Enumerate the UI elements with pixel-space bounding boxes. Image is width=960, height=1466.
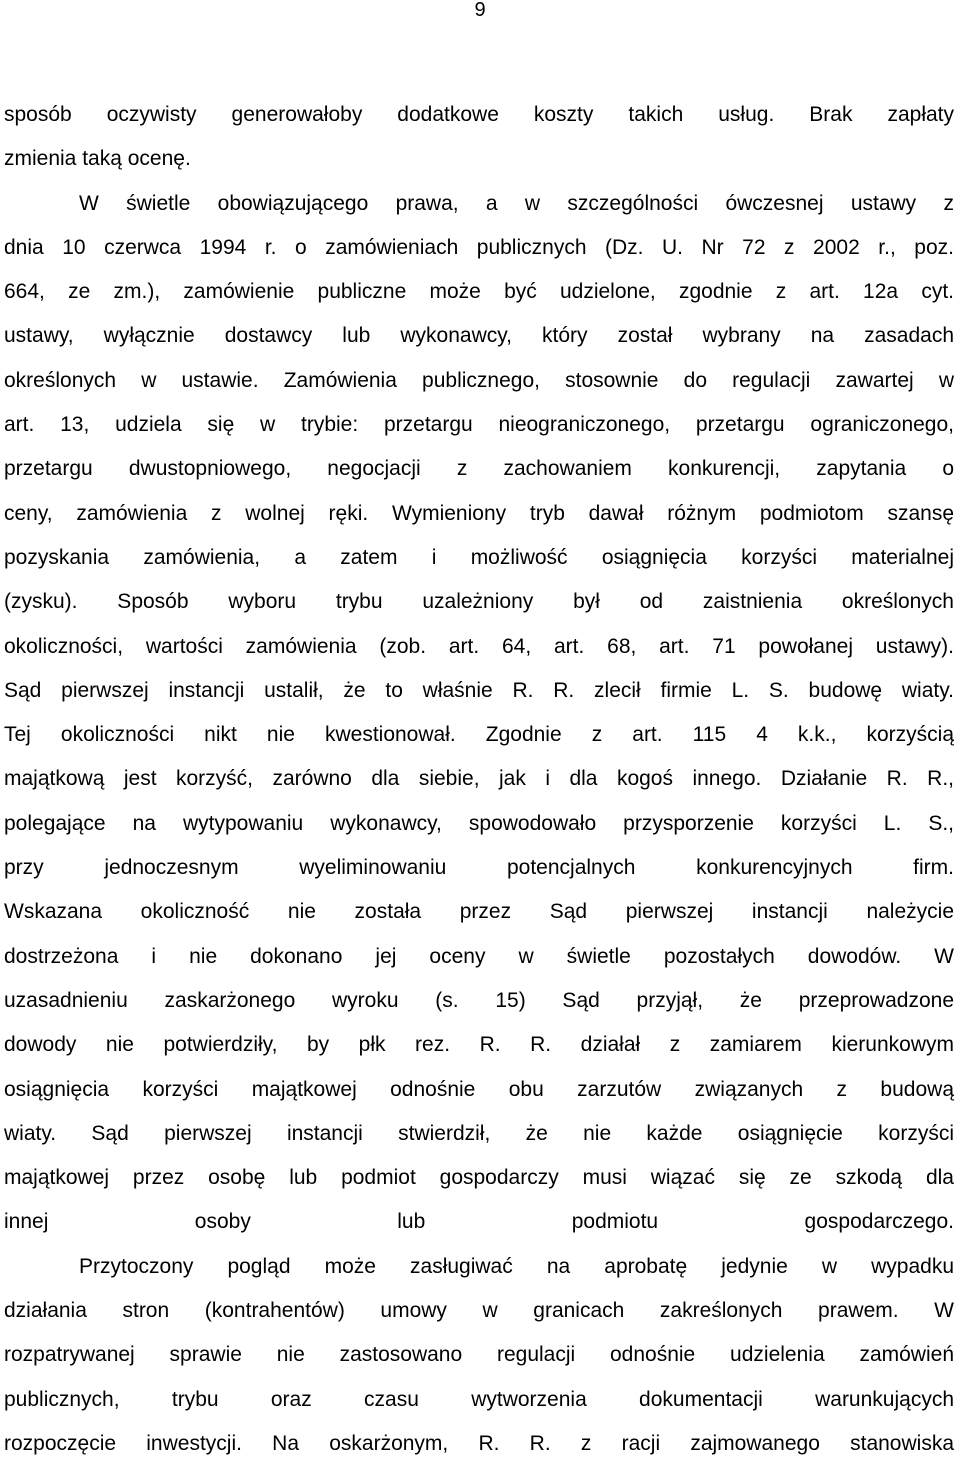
text-line: ustawy, wyłącznie dostawcy lub wykonawcy, który został wybrany na zasadach xyxy=(4,324,954,348)
text-line: Wskazana okoliczność nie została przez Sąd pierwszej instancji należycie xyxy=(4,900,954,924)
text-line: rozpatrywanej sprawie nie zastosowano regulacji odnośnie udzielenia zamówień xyxy=(4,1343,954,1367)
text-line: publicznych, trybu oraz czasu wytworzenia dokumentacji warunkujących xyxy=(4,1387,954,1411)
text-line: dnia 10 czerwca 1994 r. o zamówieniach publicznych (Dz. U. Nr 72 z 2002 r., poz. xyxy=(4,235,954,259)
text-line: Sąd pierwszej instancji ustalił, że to właśnie R. R. zlecił firmie L. S. budowę wiaty. xyxy=(4,678,954,702)
paragraph-2 xyxy=(4,182,954,1245)
text-line: polegające na wytypowaniu wykonawcy, spowodowało przysporzenie korzyści L. S., xyxy=(4,811,954,835)
text-line: innej osoby lub podmiotu gospodarczego. xyxy=(4,1210,954,1234)
text-line: dowody nie potwierdziły, by płk rez. R. R. działał z zamiarem kierunkowym xyxy=(4,1033,954,1057)
text-line: przy jednoczesnym wyeliminowaniu potencjalnych konkurencyjnych firm. xyxy=(4,856,954,880)
text-line: dostrzeżona i nie dokonano jej oceny w świetle pozostałych dowodów. W xyxy=(4,944,954,968)
text-line: uzasadnieniu zaskarżonego wyroku (s. 15) Sąd przyjął, że przeprowadzone xyxy=(4,988,954,1012)
text-line: osiągnięcia korzyści majątkowej odnośnie obu zarzutów związanych z budową xyxy=(4,1077,954,1101)
text-line: okoliczności, wartości zamówienia (zob. art. 64, art. 68, art. 71 powołanej ustawy). xyxy=(4,634,954,658)
text-line: działania stron (kontrahentów) umowy w granicach zakreślonych prawem. W xyxy=(4,1299,954,1323)
text-line: Przytoczony pogląd może zasługiwać na aprobatę jedynie w wypadku xyxy=(79,1254,954,1278)
text-line: ceny, zamówienia z wolnej ręki. Wymieniony tryb dawał różnym podmiotom szansę xyxy=(4,501,954,525)
page-number: 9 xyxy=(474,0,486,21)
text-line: sposób oczywisty generowałoby dodatkowe koszty takich usług. Brak zapłaty xyxy=(4,103,954,126)
text-line: wiaty. Sąd pierwszej instancji stwierdził, że nie każde osiągnięcie korzyści xyxy=(4,1121,954,1145)
text-line: majątkową jest korzyść, zarówno dla siebie, jak i dla kogoś innego. Działanie R. R., xyxy=(4,767,954,791)
text-line: majątkowej przez osobę lub podmiot gospodarczy musi wiązać się ze szkodą dla xyxy=(4,1166,954,1190)
text-line: W świetle obowiązującego prawa, a w szczególności ówczesnej ustawy z xyxy=(79,191,954,215)
paragraph-1 xyxy=(4,93,954,182)
text-line: rozpoczęcie inwestycji. Na oskarżonym, R. R. z racji zajmowanego stanowiska xyxy=(4,1431,954,1455)
text-line: art. 13, udziela się w trybie: przetargu nieograniczonego, przetargu ograniczonego, xyxy=(4,413,954,437)
text-line: zmienia taką ocenę. xyxy=(4,147,191,171)
text-line: przetargu dwustopniowego, negocjacji z zachowaniem konkurencji, zapytania o xyxy=(4,457,954,481)
text-line: (zysku). Sposób wyboru trybu uzależniony był od zaistnienia określonych xyxy=(4,590,954,614)
text-line: Tej okoliczności nikt nie kwestionował. Zgodnie z art. 115 4 k.k., korzyścią xyxy=(4,723,954,747)
text-line: pozyskania zamówienia, a zatem i możliwość osiągnięcia korzyści materialnej xyxy=(4,545,954,569)
text-line: 664, ze zm.), zamówienie publiczne może być udzielone, zgodnie z art. 12a cyt. xyxy=(4,280,954,304)
paragraph-3 xyxy=(4,1245,954,1466)
document-body xyxy=(4,93,954,1466)
text-line: określonych w ustawie. Zamówienia publicznego, stosownie do regulacji zawartej w xyxy=(4,368,954,392)
